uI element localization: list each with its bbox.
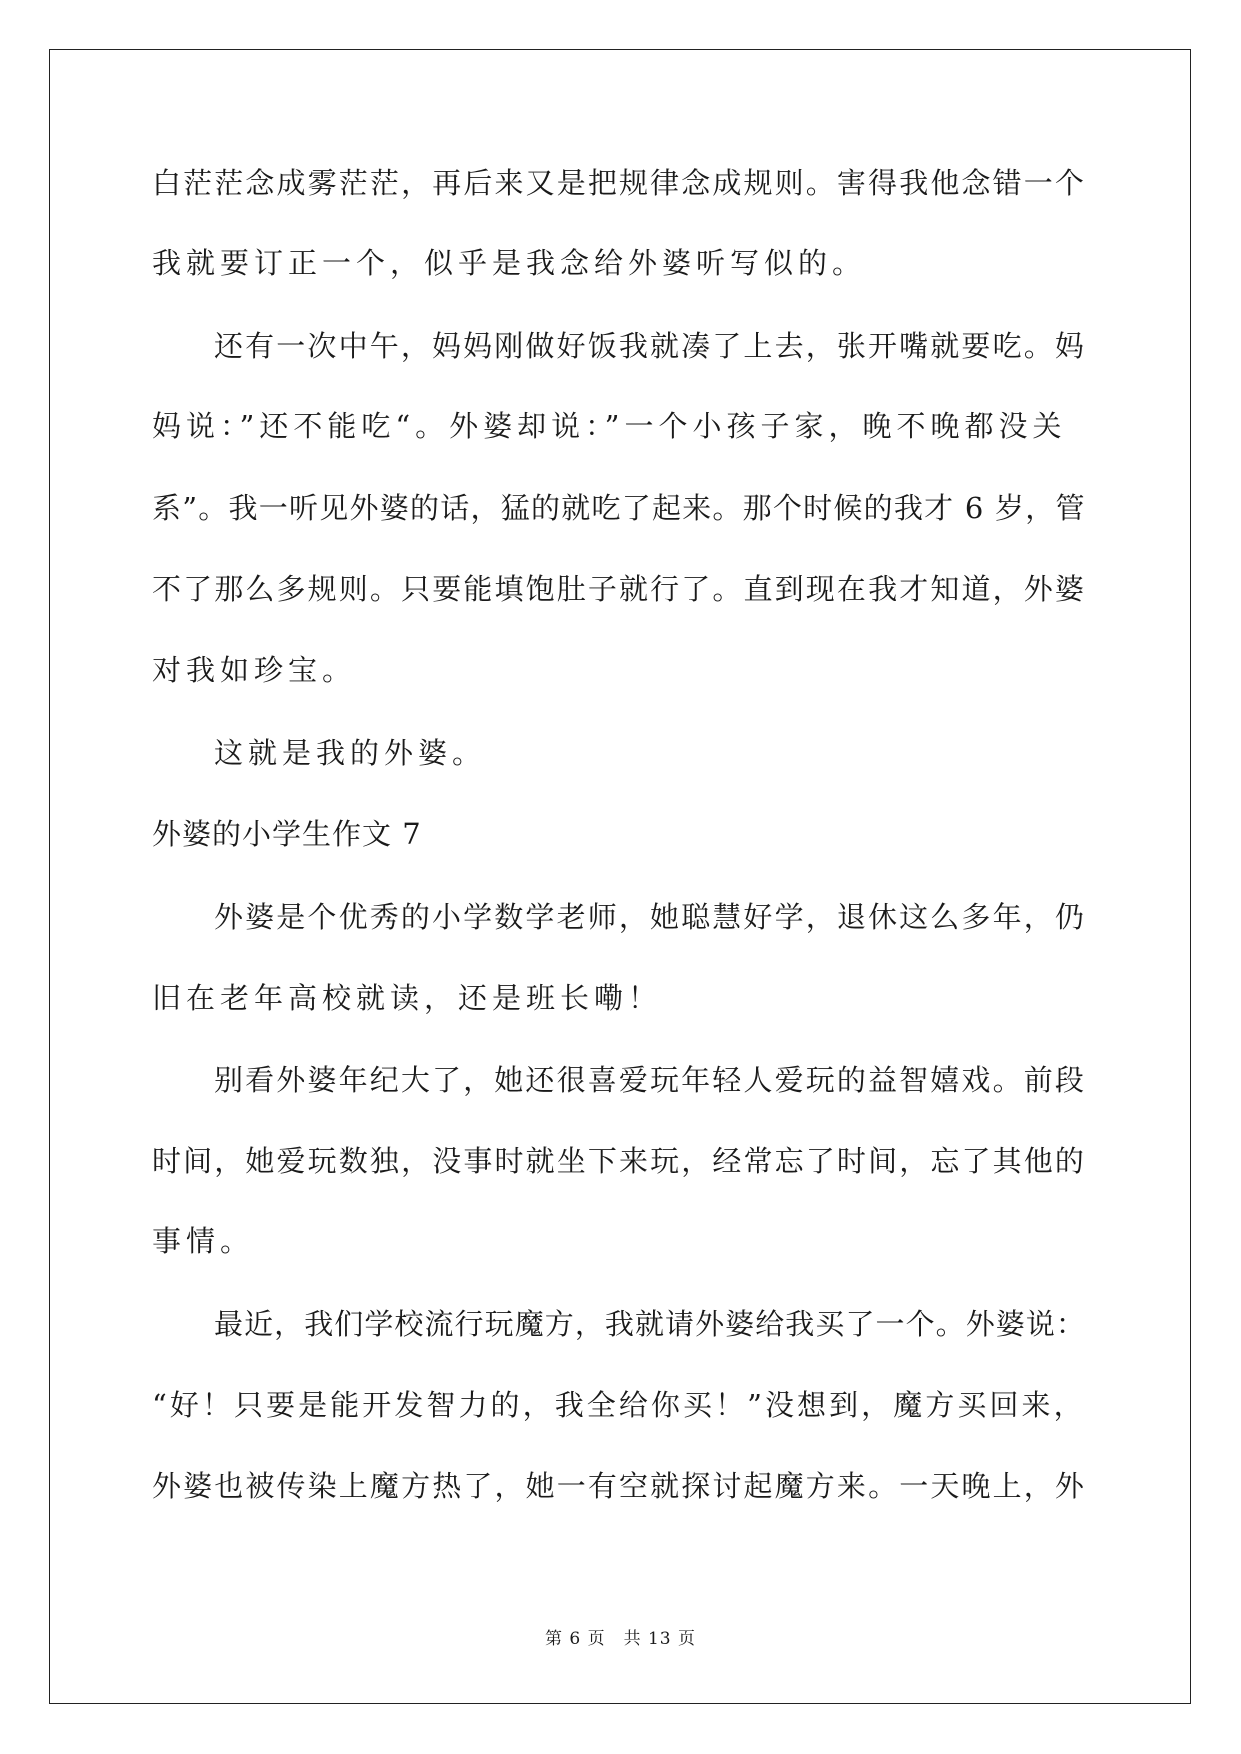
text-line: 白茫茫念成雾茫茫，再后来又是把规律念成规则。害得我他念错一个 [152,166,1087,200]
text-line: “好！只要是能开发智力的，我全给你买！”没想到，魔方买回来， [152,1388,1086,1422]
paragraph-start: 外婆是个优秀的小学数学老师，她聪慧好学，退休这么多年，仍 [214,900,1087,934]
text-line: 妈说：”还不能吃“。外婆却说：”一个小孩子家，晚不晚都没关 [152,409,1067,443]
page-total: 共 13 页 [623,1629,697,1649]
text-line: 外婆也被传染上魔方热了，她一有空就探讨起魔方来。一天晚上，外 [152,1469,1087,1503]
text-line: 对我如珍宝。 [152,653,357,687]
text-line: 时间，她爱玩数独，没事时就坐下来玩，经常忘了时间，忘了其他的 [152,1144,1087,1178]
page-footer [0,1627,1241,1651]
text-line: 事情。 [152,1224,255,1258]
page-border [49,49,1191,1704]
text-line: 我就要订正一个，似乎是我念给外婆听写似的。 [152,246,867,280]
page-number: 第 6 页 [544,1629,606,1649]
paragraph-start: 还有一次中午，妈妈刚做好饭我就凑了上去，张开嘴就要吃。妈 [214,329,1087,363]
text-line: 不了那么多规则。只要能填饱肚子就行了。直到现在我才知道，外婆 [152,572,1087,606]
paragraph-start: 最近，我们学校流行玩魔方，我就请外婆给我买了一个。外婆说： [214,1307,1087,1341]
text-line: 系”。我一听见外婆的话，猛的就吃了起来。那个时候的我才 6 岁，管 [152,491,1086,525]
section-heading: 外婆的小学生作文 7 [152,817,422,851]
paragraph-start: 这就是我的外婆。 [214,736,487,770]
paragraph-start: 别看外婆年纪大了，她还很喜爱玩年轻人爱玩的益智嬉戏。前段 [214,1063,1087,1097]
text-line: 旧在老年高校就读，还是班长嘞！ [152,981,663,1015]
